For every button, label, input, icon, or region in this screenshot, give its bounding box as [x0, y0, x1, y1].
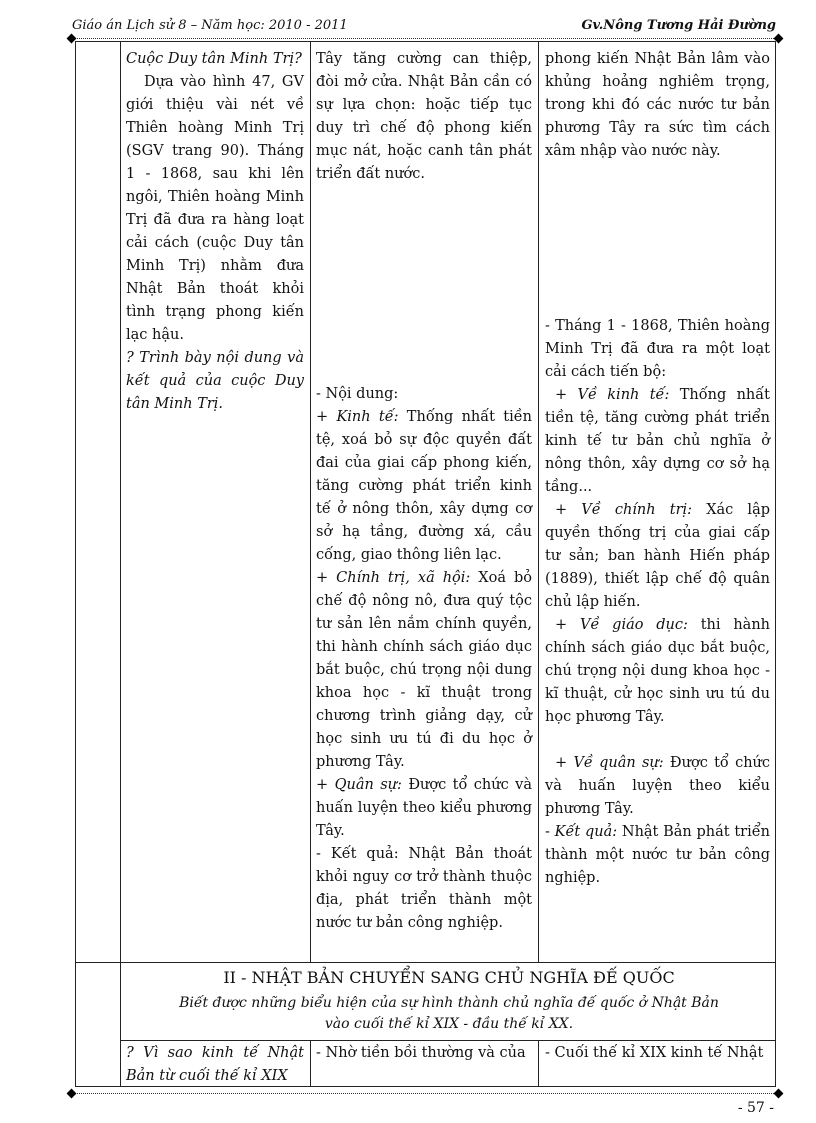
student-top-paragraph: Tây tăng cường can thiệp, đòi mở cửa. Nhật Bản cần có sự lựa chọn: hoặc tiếp tục duy trì chế độ phong kiến mục nát, hoặc canh tân phát triển đất nước. [316, 51, 532, 182]
table-column-divider-2 [310, 41, 311, 963]
content-item: + Về kinh tế: Thống nhất tiền tệ, tăng cường phát triển kinh tế tư bản chủ nghĩa ở nông thôn, xây dựng cơ sở hạ tầng... [545, 387, 770, 495]
table-column-divider-2b [310, 1040, 311, 1087]
teacher-explanation: Dựa vào hình 47, GV giới thiệu vài nét về Thiên hoàng Minh Trị (SGV trang 90). Tháng 1 - 1868, sau khi lên ngôi, Thiên hoàng Minh Trị đã đưa ra hàng loạt cải cách (cuộc Duy tân Minh Trị) nhằm đưa Nhật Bản thoát khỏi tình trạng phong kiến lạc hậu. [126, 74, 304, 343]
bottom-student-text: - Nhờ tiền bồi thường và của [316, 1045, 526, 1061]
footer-diamond-right [774, 1089, 784, 1099]
table-column-divider-3b [538, 1040, 539, 1087]
content-main-cell [545, 315, 770, 890]
content-item: - Kết quả: Nhật Bản phát triển thành một nước tư bản công nghiệp. [545, 824, 771, 886]
student-item: + Kinh tế: Thống nhất tiền tệ, xoá bỏ sự độc quyền đất đai của giai cấp phong kiến, tăng cường phát triển kinh tế ở nông thôn, xây dựng cơ sở hạ tầng, đường xá, cầu cống, giao thông liên lạc. [316, 409, 532, 563]
content-item: + Về chính trị: Xác lập quyền thống trị của giai cấp tư sản; ban hành Hiến pháp (1889), thiết lập chế độ quân chủ lập hiến. [545, 502, 770, 610]
page-number: - 57 - [737, 1100, 774, 1116]
teacher-question-2: ? Trình bày nội dung và kết quả của cuộc Duy tân Minh Trị. [126, 350, 304, 412]
teacher-activity-cell [126, 48, 304, 416]
section-objective-line-2: vào cuối thế kỉ XIX - đầu thế kỉ XX. [324, 1016, 574, 1032]
student-main-cell [316, 383, 532, 935]
student-item: - Kết quả: Nhật Bản thoát khỏi nguy cơ trở thành thuộc địa, phát triển thành một nước tư bản công nghiệp. [316, 846, 532, 931]
footer-diamond-left [67, 1089, 77, 1099]
footer-divider [72, 1093, 778, 1094]
section-title: II - NHẬT BẢN CHUYỂN SANG CHỦ NGHĨA ĐẾ QUỐC [223, 968, 675, 987]
section-objective [122, 993, 776, 1035]
student-item: - Nội dung: [316, 386, 399, 402]
content-top-paragraph: phong kiến Nhật Bản lâm vào khủng hoảng nghiêm trọng, trong khi đó các nước tư bản phương Tây ra sức tìm cách xâm nhập vào nước này. [545, 51, 770, 159]
section-objective-line-1: Biết được những biểu hiện của sự hình thành chủ nghĩa đế quốc ở Nhật Bản [179, 995, 719, 1011]
table-row-divider-1 [75, 962, 776, 963]
student-top-text [316, 48, 532, 186]
table-column-divider-1 [120, 41, 121, 1087]
content-top-text [545, 48, 770, 163]
bottom-content-text: - Cuối thế kỉ XIX kinh tế Nhật [545, 1045, 764, 1061]
header-divider [72, 38, 778, 39]
table-row-divider-2 [120, 1040, 776, 1041]
bottom-teacher-question: ? Vì sao kinh tế Nhật Bản từ cuối thế kỉ XIX [126, 1045, 304, 1084]
page-header-right: Gv.Nông Tương Hải Đường [581, 18, 776, 33]
content-item: - Tháng 1 - 1868, Thiên hoàng Minh Trị đã đưa ra một loạt cải cách tiến bộ: [545, 318, 770, 380]
student-item: + Chính trị, xã hội: Xoá bỏ chế độ nông nô, đưa quý tộc tư sản lên nắm chính quyền, thi hành chính sách giáo dục bắt buộc, chú trọng nội dung khoa học - kĩ thuật trong chương trình giảng dạy, cử học sinh ưu tú đi du học ở phương Tây. [316, 570, 533, 770]
table-column-divider-3 [538, 41, 539, 963]
content-item: + Về giáo dục: thi hành chính sách giáo dục bắt buộc, chú trọng nội dung khoa học - kĩ thuật, cử học sinh ưu tú du học phương Tây. [545, 617, 770, 725]
page-header-left: Giáo án Lịch sử 8 – Năm học: 2010 - 2011 [72, 18, 348, 33]
student-item: + Quân sự: Được tổ chức và huấn luyện theo kiểu phương Tây. [316, 777, 532, 839]
teacher-question-1: Cuộc Duy tân Minh Trị? [126, 51, 302, 67]
content-item: + Về quân sự: Được tổ chức và huấn luyện theo kiểu phương Tây. [545, 755, 770, 817]
